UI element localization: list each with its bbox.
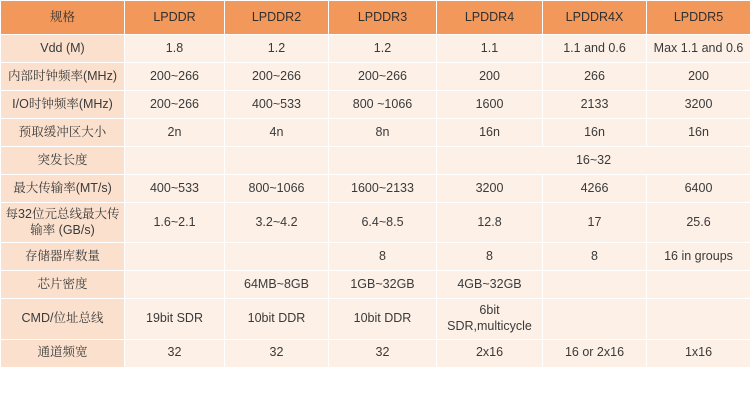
cell-lpddr	[125, 147, 225, 175]
cell-lpddr4x: 266	[543, 63, 647, 91]
column-header-lpddr: LPDDR	[125, 1, 225, 35]
cell-lpddr4x	[543, 271, 647, 299]
cell-lpddr3: 800 ~1066	[329, 91, 437, 119]
cell-lpddr2: 1.2	[225, 35, 329, 63]
cell-lpddr4x: 16 or 2x16	[543, 339, 647, 367]
cell-lpddr5: 1x16	[647, 339, 750, 367]
cell-lpddr3: 10bit DDR	[329, 299, 437, 339]
row-label: 芯片密度	[1, 271, 125, 299]
cell-lpddr	[125, 271, 225, 299]
cell-lpddr4: 2x16	[437, 339, 543, 367]
cell-lpddr4: 1600	[437, 91, 543, 119]
cell-lpddr2: 800~1066	[225, 175, 329, 203]
column-header-lpddr3: LPDDR3	[329, 1, 437, 35]
table-row	[1, 91, 750, 119]
cell-lpddr2: 64MB~8GB	[225, 271, 329, 299]
cell-lpddr: 32	[125, 339, 225, 367]
cell-lpddr: 1.8	[125, 35, 225, 63]
cell-lpddr4: 3200	[437, 175, 543, 203]
cell-lpddr: 200~266	[125, 63, 225, 91]
table-row	[1, 119, 750, 147]
cell-lpddr: 400~533	[125, 175, 225, 203]
cell-lpddr4x: 1.1 and 0.6	[543, 35, 647, 63]
cell-lpddr4: 6bit SDR,multicycle	[437, 299, 543, 339]
row-label: 预取缓冲区大小	[1, 119, 125, 147]
cell-lpddr: 19bit SDR	[125, 299, 225, 339]
table-body	[1, 35, 750, 368]
table-row	[1, 63, 750, 91]
cell-lpddr4x: 2133	[543, 91, 647, 119]
table-row	[1, 147, 750, 175]
cell-lpddr3: 1.2	[329, 35, 437, 63]
row-label: 通道频宽	[1, 339, 125, 367]
cell-lpddr4: 200	[437, 63, 543, 91]
cell-lpddr5: 200	[647, 63, 750, 91]
row-label: 存储器库数量	[1, 243, 125, 271]
row-label: 每32位元总线最大传输率 (GB/s)	[1, 203, 125, 243]
row-label: 突发长度	[1, 147, 125, 175]
cell-lpddr2: 4n	[225, 119, 329, 147]
row-label: 内部时钟频率(MHz)	[1, 63, 125, 91]
table-row	[1, 339, 750, 367]
cell-lpddr3: 200~266	[329, 63, 437, 91]
column-header-lpddr2: LPDDR2	[225, 1, 329, 35]
cell-burst-length-span: 16~32	[437, 147, 750, 175]
cell-lpddr2: 10bit DDR	[225, 299, 329, 339]
table-row	[1, 35, 750, 63]
row-label: 最大传输率(MT/s)	[1, 175, 125, 203]
cell-lpddr3: 32	[329, 339, 437, 367]
cell-lpddr2	[225, 243, 329, 271]
row-label: CMD/位址总线	[1, 299, 125, 339]
cell-lpddr3: 8n	[329, 119, 437, 147]
cell-lpddr2: 3.2~4.2	[225, 203, 329, 243]
cell-lpddr3: 8	[329, 243, 437, 271]
column-header-lpddr4x: LPDDR4X	[543, 1, 647, 35]
table-row	[1, 175, 750, 203]
column-header-lpddr5: LPDDR5	[647, 1, 750, 35]
row-label: Vdd (M)	[1, 35, 125, 63]
cell-lpddr4: 16n	[437, 119, 543, 147]
cell-lpddr5: 16n	[647, 119, 750, 147]
cell-lpddr4x: 4266	[543, 175, 647, 203]
table-row	[1, 243, 750, 271]
cell-lpddr3	[329, 147, 437, 175]
cell-lpddr2: 400~533	[225, 91, 329, 119]
cell-lpddr4: 12.8	[437, 203, 543, 243]
cell-lpddr3: 1GB~32GB	[329, 271, 437, 299]
row-label: I/O时钟频率(MHz)	[1, 91, 125, 119]
cell-lpddr4: 4GB~32GB	[437, 271, 543, 299]
cell-lpddr5: 6400	[647, 175, 750, 203]
table-row	[1, 203, 750, 243]
cell-lpddr: 200~266	[125, 91, 225, 119]
header-row	[1, 1, 750, 35]
column-header-lpddr4: LPDDR4	[437, 1, 543, 35]
cell-lpddr2	[225, 147, 329, 175]
cell-lpddr4x: 16n	[543, 119, 647, 147]
cell-lpddr4x: 8	[543, 243, 647, 271]
cell-lpddr4: 8	[437, 243, 543, 271]
cell-lpddr2: 200~266	[225, 63, 329, 91]
cell-lpddr4x: 17	[543, 203, 647, 243]
cell-lpddr5: Max 1.1 and 0.6	[647, 35, 750, 63]
cell-lpddr5: 3200	[647, 91, 750, 119]
cell-lpddr5: 25.6	[647, 203, 750, 243]
cell-lpddr4x	[543, 299, 647, 339]
cell-lpddr: 1.6~2.1	[125, 203, 225, 243]
cell-lpddr2: 32	[225, 339, 329, 367]
table-header	[1, 1, 750, 35]
cell-lpddr: 2n	[125, 119, 225, 147]
cell-lpddr5	[647, 271, 750, 299]
table-row	[1, 299, 750, 339]
cell-lpddr	[125, 243, 225, 271]
cell-lpddr5: 16 in groups	[647, 243, 750, 271]
column-header-spec: 规格	[1, 1, 125, 35]
cell-lpddr5	[647, 299, 750, 339]
cell-lpddr3: 1600~2133	[329, 175, 437, 203]
table-row	[1, 271, 750, 299]
cell-lpddr4: 1.1	[437, 35, 543, 63]
cell-lpddr3: 6.4~8.5	[329, 203, 437, 243]
